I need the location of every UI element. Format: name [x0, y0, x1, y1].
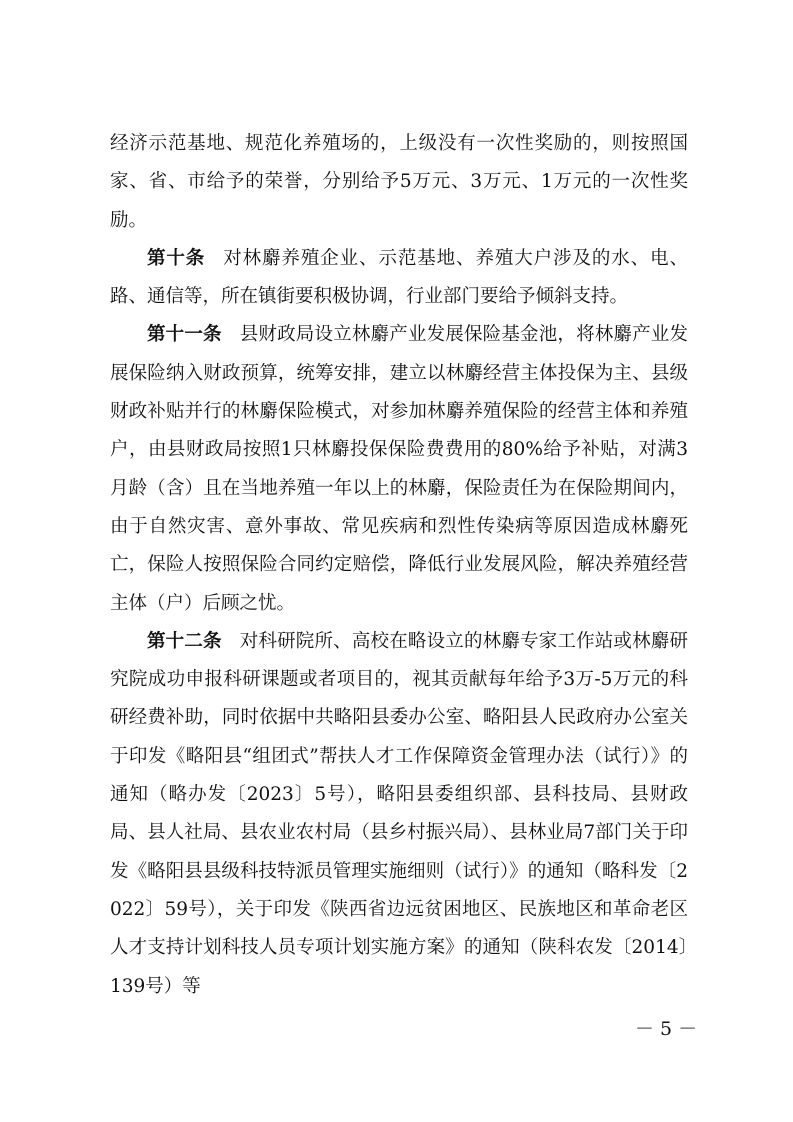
paragraph-text: 经济示范基地、规范化养殖场的，上级没有一次性奖励的，则按照国家、省、市给予的荣誉，分别给予5万元、3万元、1万元的一次性奖励。: [110, 133, 688, 231]
paragraph-text: 对林麝养殖企业、示范基地、养殖大户涉及的水、电、路、通信等，所在镇街要积极协调，行业部门要给予倾斜支持。: [110, 247, 688, 308]
article-heading: 第十条: [147, 247, 206, 269]
article-12: [110, 623, 688, 1006]
document-body: [110, 125, 688, 1006]
article-heading: 第十二条: [147, 630, 222, 652]
page-number: － 5 －: [635, 1018, 698, 1040]
paragraph-continuation: [110, 125, 688, 240]
article-heading: 第十一条: [147, 324, 222, 346]
paragraph-text: 对科研院所、高校在略设立的林麝专家工作站或林麝研究院成功申报科研课题或者项目的，视其贡献每年给予3万-5万元的科研经费补助，同时依据中共略阳县委办公室、略阳县人民政府办公室关于印发《略阳县“组团式”帮扶人才工作保障资金管理办法（试行）》的通知（略办发〔2023〕5号），略阳县委组织部、县科技局、县财政局、县人社局、县农业农村局（县乡村振兴局）、县林业局7部门关于印发《略阳县县级科技特派员管理实施细则（试行）》的通知（略科发〔2022〕59号），关于印发《陕西省边远贫困地区、民族地区和革命老区人才支持计划科技人员专项计划实施方案》的通知（陕科农发〔2014〕139号）等: [110, 630, 688, 997]
article-10: [110, 240, 688, 317]
article-11: [110, 316, 688, 622]
paragraph-text: 县财政局设立林麝产业发展保险基金池，将林麝产业发展保险纳入财政预算，统筹安排，建立以林麝经营主体投保为主、县级财政补贴并行的林麝保险模式，对参加林麝养殖保险的经营主体和养殖户，由县财政局按照1只林麝投保保险费费用的80%给予补贴，对满3月龄（含）且在当地养殖一年以上的林麝，保险责任为在保险期间内，由于自然灾害、意外事故、常见疾病和烈性传染病等原因造成林麝死亡，保险人按照保险合同约定赔偿，降低行业发展风险，解决养殖经营主体（户）后顾之忧。: [110, 324, 688, 614]
